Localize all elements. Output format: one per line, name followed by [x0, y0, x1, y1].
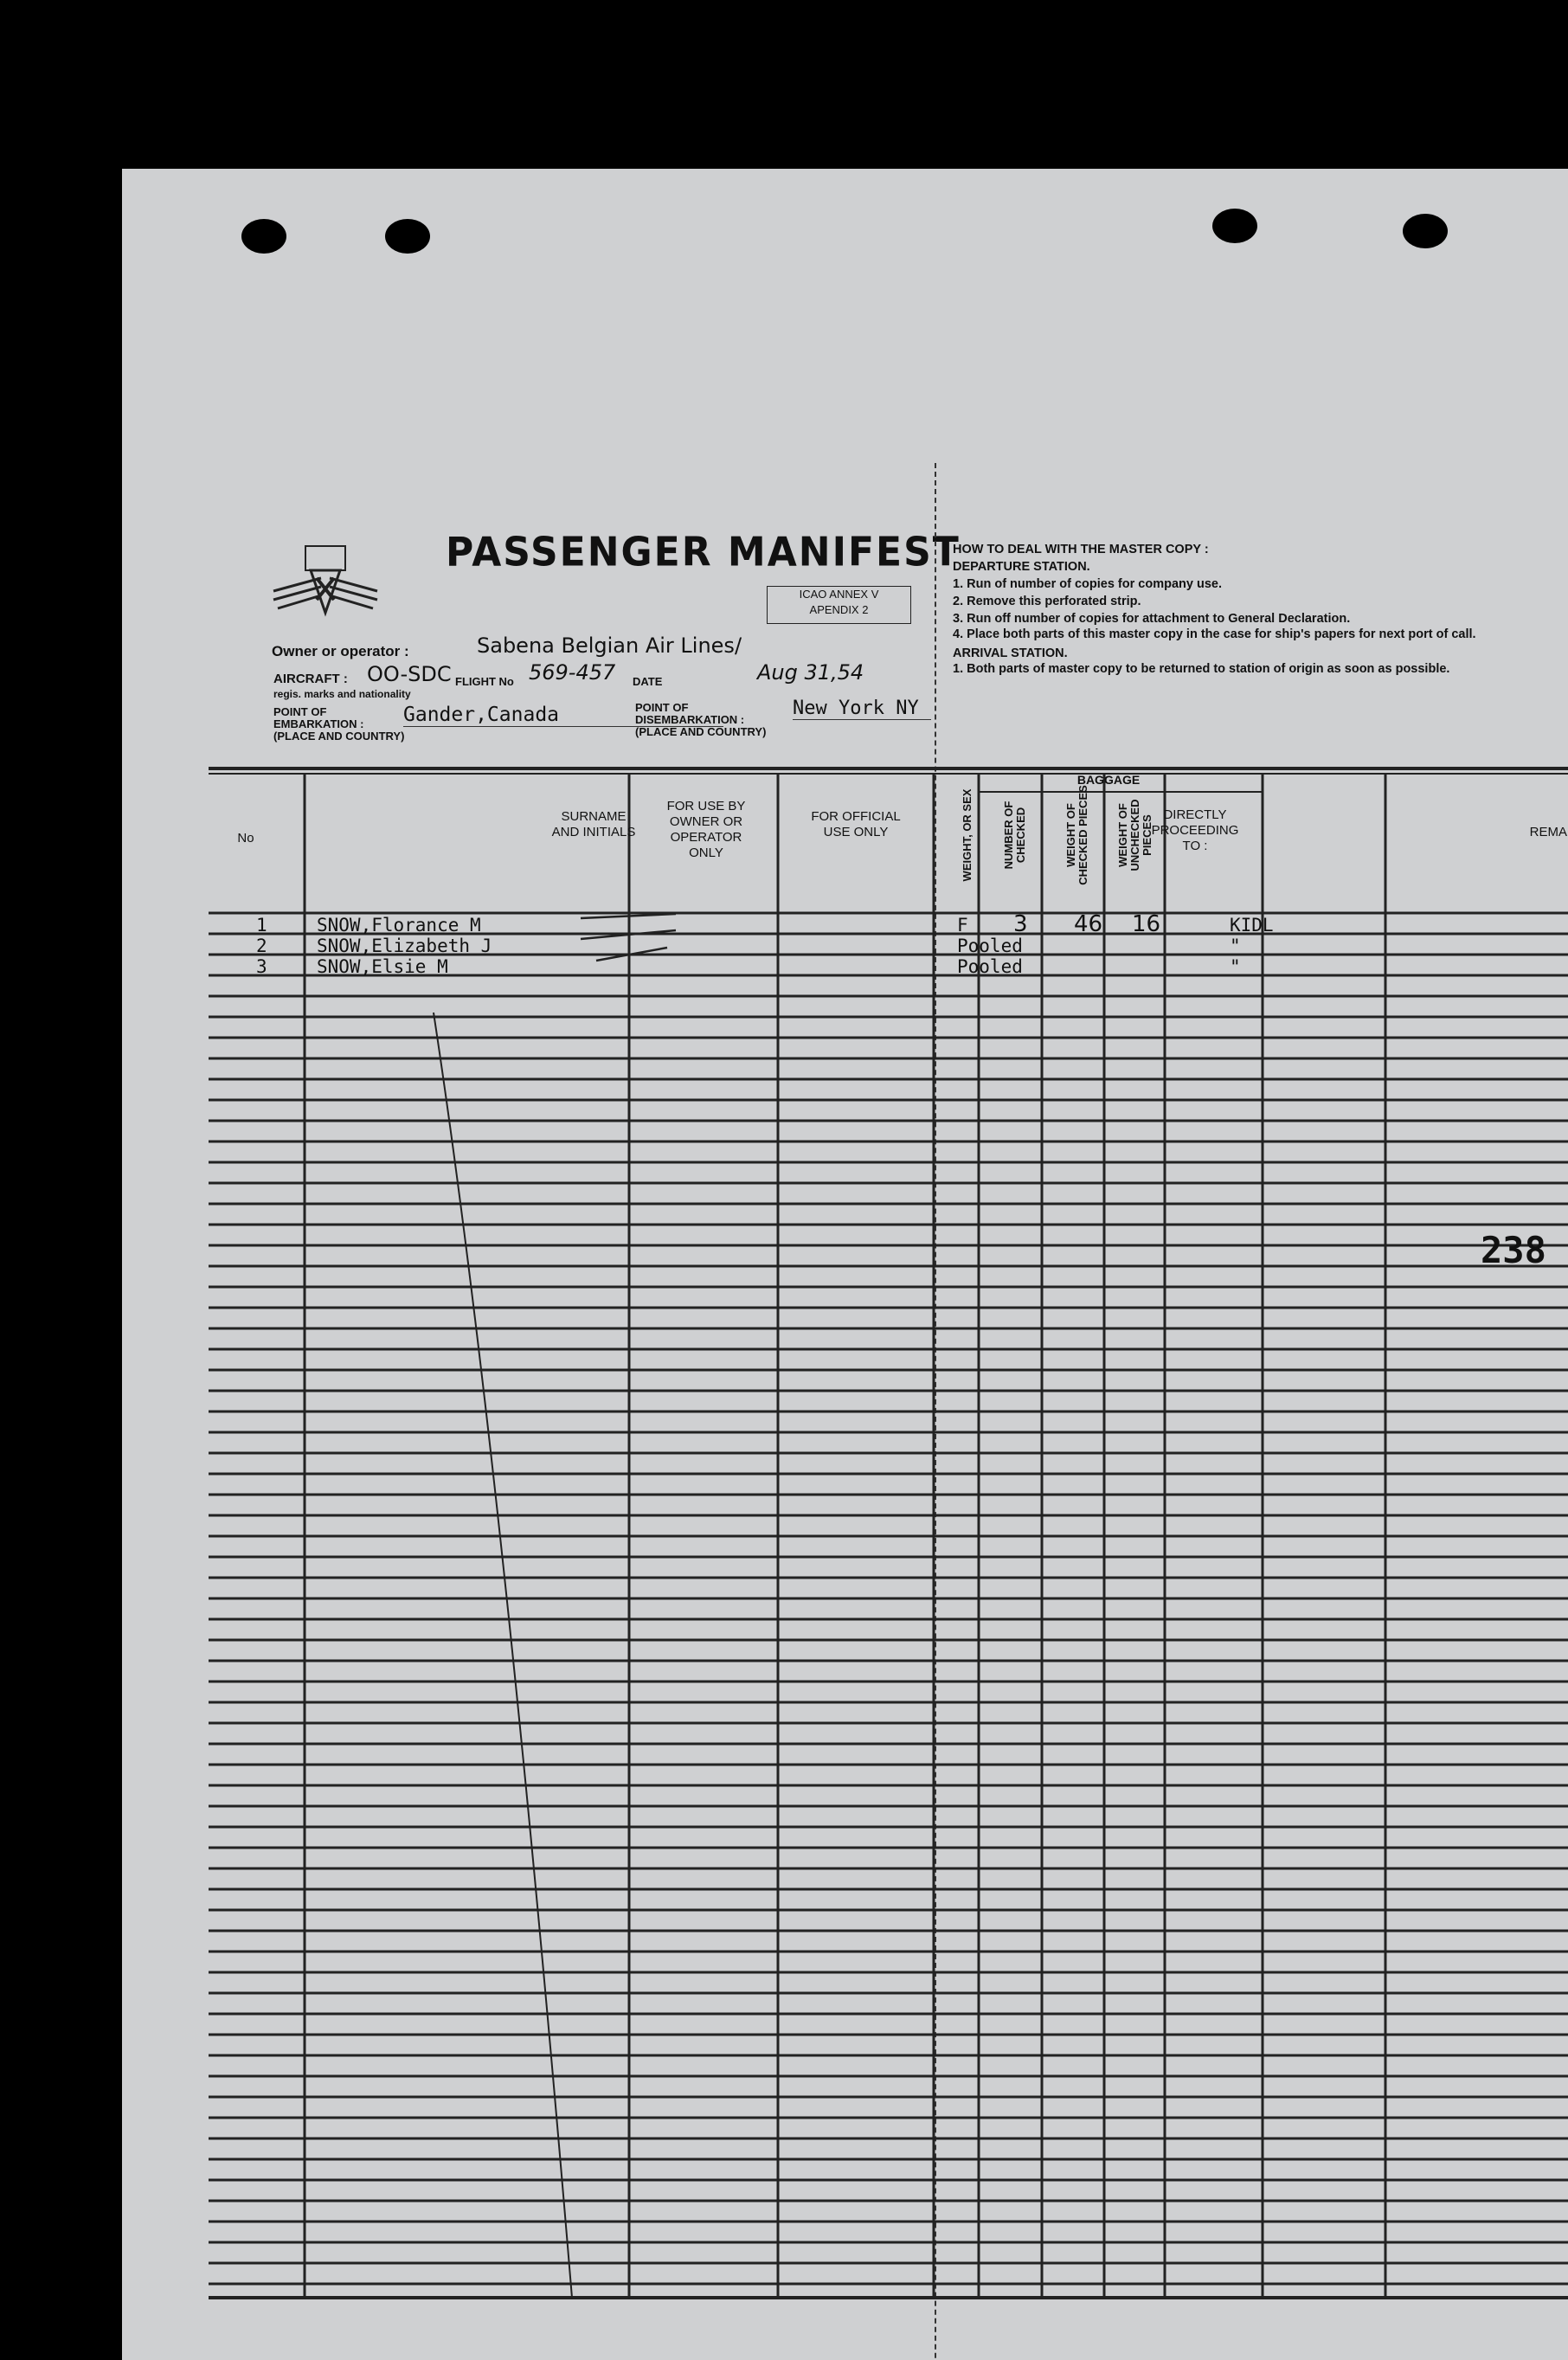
baggage-number-checked: 3 [1013, 911, 1028, 937]
disembark-label-1: POINT OF [635, 701, 689, 714]
col-header-no: No [237, 831, 254, 846]
passenger-no: 1 [256, 915, 267, 936]
embark-label-3: (PLACE AND COUNTRY) [273, 730, 405, 743]
col-header-surname: SURNAME AND INITIALS [551, 809, 636, 839]
instruction-line: DEPARTURE STATION. [953, 560, 1090, 574]
passenger-name: SNOW,Florance M [317, 915, 481, 936]
col-header-weight-unchecked: WEIGHT OF UNCHECKED PIECES [1116, 799, 1154, 871]
col-header-proceeding: DIRECTLY PROCEEDING TO : [1151, 807, 1239, 853]
col-header-weight-sex: WEIGHT, OR SEX [961, 788, 974, 882]
proceeding-to: " [1230, 956, 1241, 977]
date-label: DATE [633, 675, 663, 688]
baggage-weight-unchecked: 16 [1132, 911, 1161, 937]
icao-line-1: ICAO ANNEX V [799, 588, 879, 601]
instruction-line: ARRIVAL STATION. [953, 646, 1068, 660]
proceeding-to: KIDL [1230, 915, 1274, 936]
instruction-line: HOW TO DEAL WITH THE MASTER COPY : [953, 543, 1209, 556]
passenger-no: 3 [256, 956, 267, 977]
icao-line-2: APENDIX 2 [809, 603, 869, 616]
passenger-sex: Pooled [957, 936, 1023, 956]
aircraft-value: OO-SDC [367, 662, 452, 686]
col-header-weight-checked: WEIGHT OF CHECKED PIECES [1064, 785, 1089, 885]
baggage-weight-checked: 46 [1074, 911, 1103, 937]
disembark-label-3: (PLACE AND COUNTRY) [635, 725, 767, 738]
col-header-number-checked: NUMBER OF CHECKED [1002, 801, 1027, 870]
instruction-line: 2. Remove this perforated strip. [953, 595, 1141, 608]
flight-value: 569-457 [529, 660, 616, 685]
handwritten-stroke [434, 1013, 572, 2298]
page-number: 238 [1481, 1229, 1546, 1271]
col-header-baggage: BAGGAGE [1076, 773, 1141, 787]
passenger-no: 2 [256, 936, 267, 956]
date-value: Aug 31,54 [757, 660, 864, 685]
disembark-value: New York NY [793, 698, 931, 720]
instruction-line: 1. Run of number of copies for company use. [953, 577, 1222, 591]
proceeding-to: " [1230, 936, 1241, 956]
instruction-line: 3. Run off number of copies for attachment to General Declaration. [953, 612, 1351, 626]
col-header-remarks: REMA [1529, 825, 1567, 839]
passenger-sex: F [957, 915, 968, 936]
instruction-line: 4. Place both parts of this master copy in the case for ship's papers for next port of call. [953, 627, 1476, 641]
passenger-name: SNOW,Elsie M [317, 956, 448, 977]
embark-value: Gander,Canada [403, 704, 723, 727]
passenger-name: SNOW,Elizabeth J [317, 936, 492, 956]
disembark-label-2: DISEMBARKATION : [635, 713, 745, 726]
col-header-owner-use: FOR USE BY OWNER OR OPERATOR ONLY [666, 799, 746, 860]
owner-label: Owner or operator : [272, 643, 409, 659]
manifest-sheet [122, 169, 1568, 2360]
col-header-official-use: FOR OFFICIAL USE ONLY [811, 809, 901, 839]
aircraft-label: AIRCRAFT : [273, 672, 348, 686]
owner-value: Sabena Belgian Air Lines/ [477, 633, 742, 658]
page-title: PASSENGER MANIFEST [446, 529, 961, 576]
embark-label-2: EMBARKATION : [273, 717, 364, 730]
manifest-table-grid [122, 169, 1568, 2360]
passenger-sex: Pooled [957, 956, 1023, 977]
instruction-line: 1. Both parts of master copy to be returned to station of origin as soon as possible. [953, 662, 1450, 676]
flight-label: FLIGHT No [455, 675, 514, 688]
aircraft-sub-label: regis. marks and nationality [273, 688, 411, 700]
embark-label-1: POINT OF [273, 705, 327, 718]
